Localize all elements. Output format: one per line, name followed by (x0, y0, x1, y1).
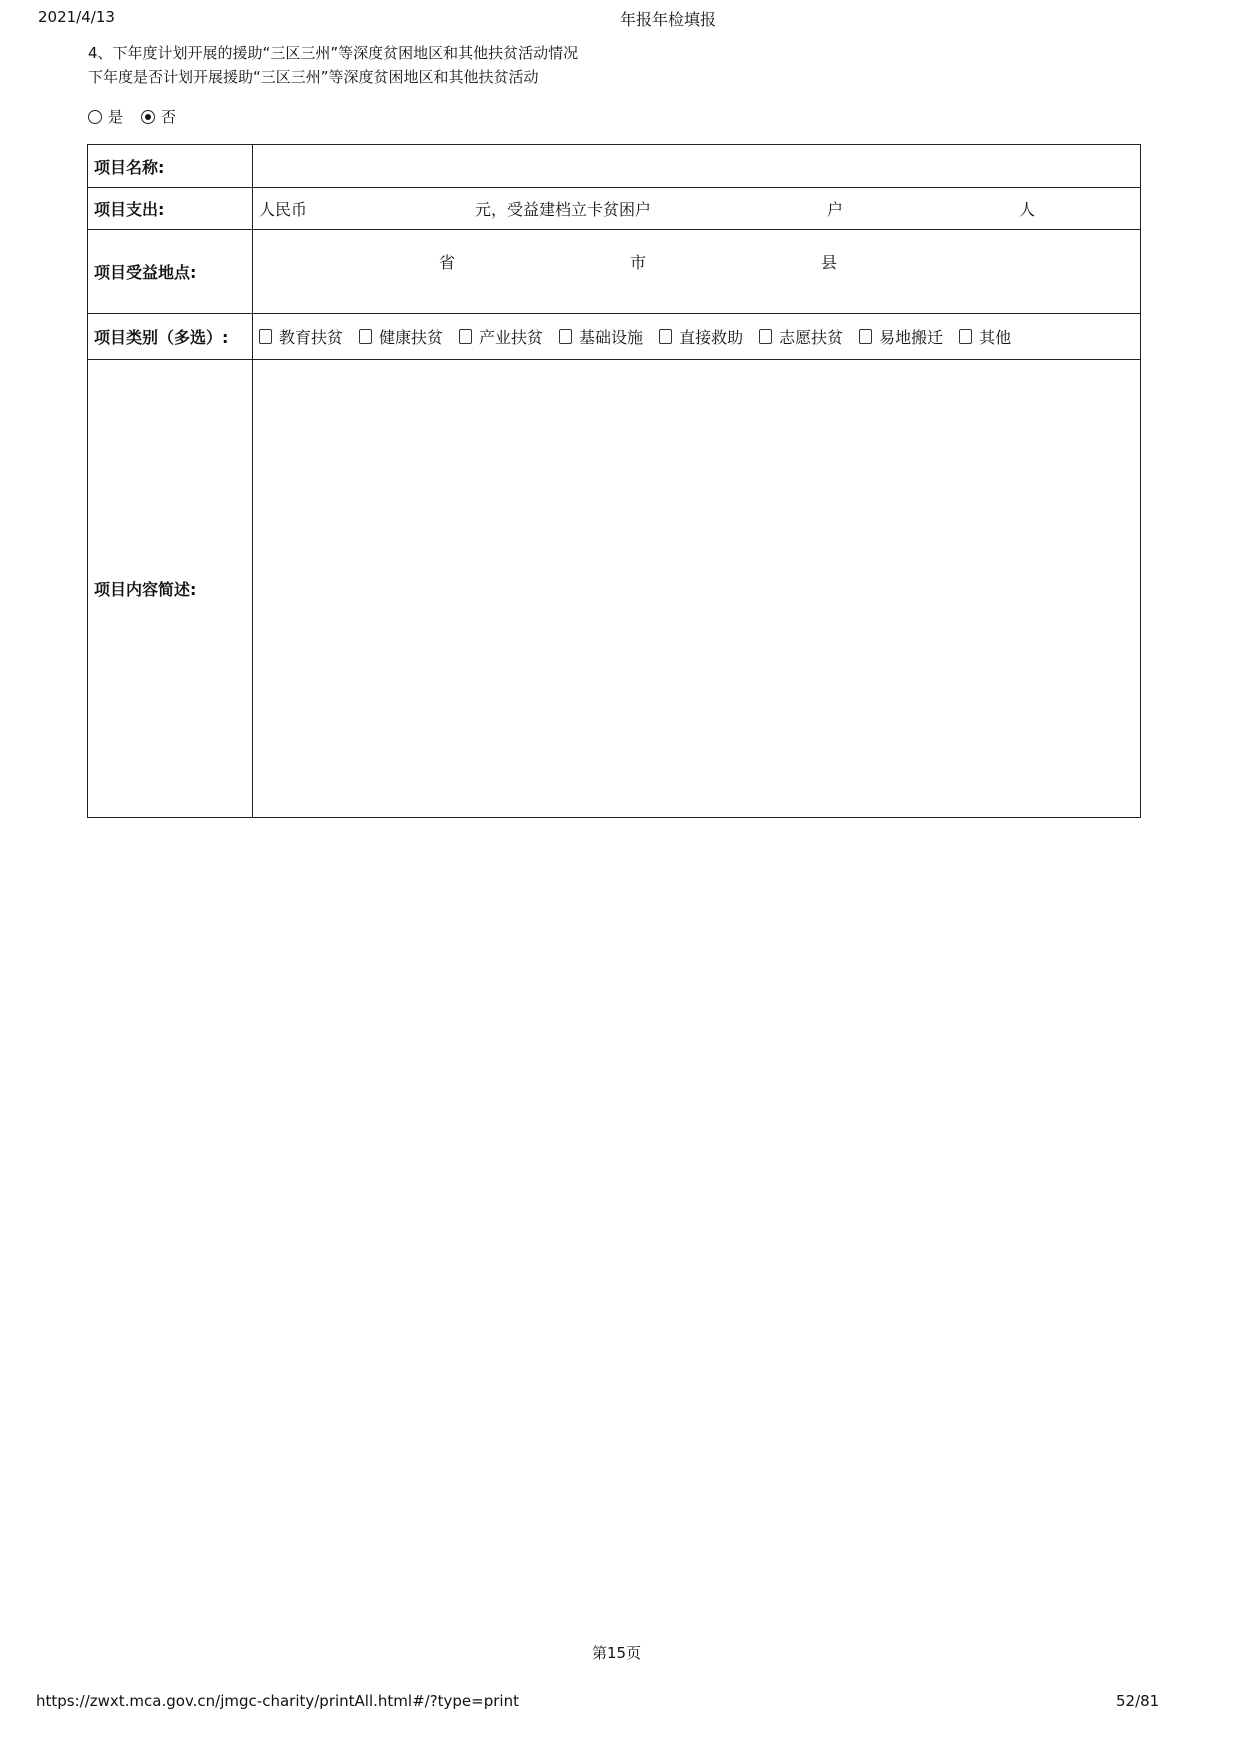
print-date: 2021/4/13 (38, 8, 115, 26)
county-label: 县 (821, 253, 838, 272)
project-form (87, 144, 1141, 818)
category-label: 基础设施 (579, 328, 644, 347)
project-location-label: 项目受益地点: (88, 230, 253, 314)
checkbox-icon[interactable] (759, 329, 772, 344)
radio-yes-indicator[interactable] (88, 110, 102, 124)
category-relocation[interactable] (859, 325, 943, 348)
row-project-location (88, 230, 1141, 314)
project-category-label: 项目类别（多选）: (88, 314, 253, 360)
checkbox-icon[interactable] (359, 329, 372, 344)
category-education[interactable] (259, 325, 343, 348)
row-project-expense (88, 188, 1141, 230)
radio-yes-label: 是 (108, 108, 124, 126)
project-name-field[interactable] (253, 145, 1141, 188)
radio-no-indicator[interactable] (141, 110, 155, 124)
checkbox-icon[interactable] (859, 329, 872, 344)
section-title: 4、下年度计划开展的援助“三区三州”等深度贫困地区和其他扶贫活动情况 (88, 44, 579, 62)
checkbox-icon[interactable] (959, 329, 972, 344)
city-label: 市 (630, 253, 647, 272)
footer-page-count: 52/81 (1116, 1692, 1160, 1710)
row-project-description (88, 360, 1141, 818)
category-label: 其他 (979, 328, 1012, 347)
project-description-field[interactable] (253, 360, 1141, 818)
checkbox-icon[interactable] (659, 329, 672, 344)
province-label: 省 (439, 253, 456, 272)
section-question: 下年度是否计划开展援助“三区三州”等深度贫困地区和其他扶贫活动 (88, 68, 539, 86)
people-unit: 人 (1019, 200, 1036, 219)
project-name-label: 项目名称: (88, 145, 253, 188)
category-volunteer[interactable] (759, 325, 843, 348)
footer-url: https://zwxt.mca.gov.cn/jmgc-charity/printAll.html#/?type=print (36, 1692, 519, 1710)
project-expense-field (253, 188, 1141, 230)
radio-yes[interactable] (88, 106, 123, 127)
page-number: 第15页 (592, 1644, 642, 1662)
households-unit: 户 (827, 200, 844, 219)
project-location-field (253, 230, 1141, 314)
category-label: 易地搬迁 (879, 328, 944, 347)
category-infrastructure[interactable] (559, 325, 643, 348)
city-input-space[interactable] (455, 250, 630, 273)
category-label: 产业扶贫 (479, 328, 544, 347)
category-health[interactable] (359, 325, 443, 348)
category-label: 健康扶贫 (379, 328, 444, 347)
category-label: 教育扶贫 (279, 328, 344, 347)
project-expense-label: 项目支出: (88, 188, 253, 230)
category-label: 志愿扶贫 (779, 328, 844, 347)
checkbox-icon[interactable] (259, 329, 272, 344)
radio-no-label: 否 (161, 108, 177, 126)
category-other[interactable] (959, 325, 1011, 348)
category-label: 直接救助 (679, 328, 744, 347)
project-category-field (253, 314, 1141, 360)
category-industry[interactable] (459, 325, 543, 348)
yuan-beneficiary-label: 元，受益建档立卡贫困户 (475, 200, 652, 219)
row-project-name (88, 145, 1141, 188)
checkbox-icon[interactable] (459, 329, 472, 344)
county-input-space[interactable] (646, 250, 821, 273)
plan-radio-group (88, 106, 188, 127)
row-project-category (88, 314, 1141, 360)
category-direct-aid[interactable] (659, 325, 743, 348)
currency-label: 人民币 (259, 200, 308, 219)
radio-no[interactable] (141, 106, 176, 127)
page-title: 年报年检填报 (620, 10, 717, 29)
checkbox-icon[interactable] (559, 329, 572, 344)
project-description-label: 项目内容简述: (88, 360, 253, 818)
